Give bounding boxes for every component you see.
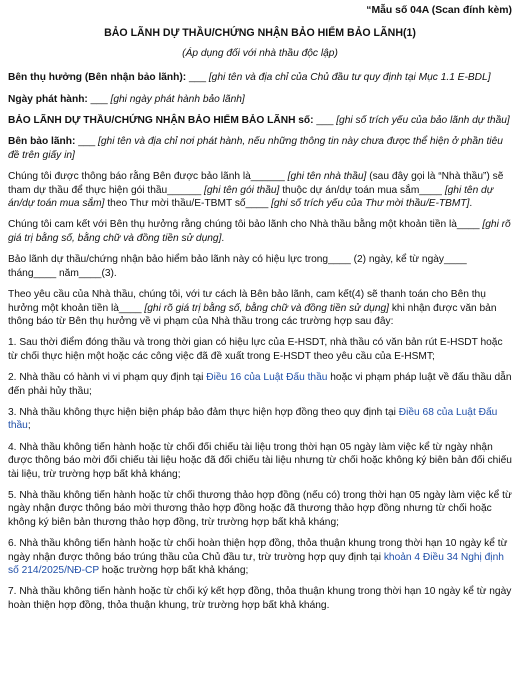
beneficiary-field (8, 71, 512, 84)
notification-text-5: . (469, 198, 473, 210)
validity-paragraph: Bảo lãnh dự thầu/chứng nhận bảo hiểm bảo lãnh này có hiệu lực trong____ (2) ngày, kể từ ngày____ tháng____ năm____(3). (8, 254, 467, 279)
issue-date-hint: [ghi ngày phát hành bảo lãnh] (110, 93, 245, 105)
condition-item-5: 5. Nhà thầu không tiến hành hoặc từ chối thương thảo hợp đồng (nếu có) trong thời hạn 05 ngày làm việc kể từ ngày nhận được thông báo mời thương thảo hợp đồng hoặc đã thương thảo hợp đồng nhưng từ chối hoặc không ký biên bản thương thảo hợp đồng, trừ trường hợp bất khả kháng; (8, 489, 512, 528)
commitment-text-1: Chúng tôi cam kết với Bên thụ hưởng rằng chúng tôi bảo lãnh cho Nhà thầu bằng một khoản tiền là____ (8, 219, 483, 231)
item-3-text-2: ; (27, 420, 31, 432)
item-6-text-2: hoặc trường hợp bất khả kháng; (99, 565, 249, 576)
beneficiary-hint: [ghi tên và địa chỉ của Chủ đầu tư quy định tại Mục 1.1 E-BDL] (208, 72, 491, 84)
guarantor-hint: [ghi tên và địa chỉ nơi phát hành, nếu những thông tin này chưa được thể hiện ở phần tiêu đề trên giấy in] (8, 136, 503, 161)
guarantee-number-label: BẢO LÃNH DỰ THẦU/CHỨNG NHẬN BẢO HIỂM BẢO LÃNH số: (8, 115, 314, 127)
condition-item-1: 1. Sau thời điểm đóng thầu và trong thời gian có hiệu lực của E-HSDT, nhà thầu có văn bản rút E-HSDT hoặc từ chối thực hiện một hoặc các công việc đã đề xuất trong E-HSDT theo yêu cầu của E-HSMT; (8, 337, 503, 362)
guarantee-number-blank: ___ (313, 115, 337, 127)
document-title: BẢO LÃNH DỰ THẦU/CHỨNG NHẬN BẢO HIỂM BẢO LÃNH(1) (104, 27, 416, 40)
payment-text-2: khi nhận được văn bản thông báo từ Bên thụ hưởng về vi phạm của Nhà thầu trong các trường hợp sau đây: (8, 302, 497, 327)
law-article-16-link[interactable]: Điều 16 của Luật Đấu thầu (206, 372, 328, 384)
package-name-hint: [ghi tên gói thầu] (204, 184, 280, 196)
issue-date-label: Ngày phát hành: (8, 93, 88, 105)
notification-paragraph (8, 170, 512, 210)
beneficiary-blank: ___ (186, 72, 209, 84)
guarantor-label: Bên bảo lãnh: (8, 136, 76, 148)
guarantee-number-field (8, 114, 512, 127)
law-article-68-link[interactable]: Điều 68 của Luật Đấu thầu (8, 406, 498, 432)
notification-text-1: Chúng tôi được thông báo rằng Bên được bảo lãnh là______ (8, 171, 288, 183)
payment-text-1: Theo yêu cầu của Nhà thầu, chúng tôi, với tư cách là Bên bảo lãnh, cam kết(4) sẽ thanh toán cho Bên thụ hưởng một khoản tiền là____ (8, 289, 486, 314)
document-subtitle: (Áp dụng đối với nhà thầu độc lập) (182, 47, 338, 59)
item-6-text-1: 6. Nhà thầu không tiến hành hoặc từ chối hoàn thiện hợp đồng, thỏa thuận khung trong thời hạn 10 ngày kể từ ngày nhận được thông báo trúng thầu của Chủ đầu tư, trừ trường hợp quy định tại (8, 538, 508, 563)
contractor-name-hint: [ghi tên nhà thầu] (287, 171, 367, 183)
notification-text-3: thuộc dự án/dự toán mua sắm____ (279, 184, 445, 196)
notification-text-2: (sau đây gọi là “Nhà thầu”) sẽ tham dự thầu để thực hiện gói thầu______ (8, 171, 504, 196)
beneficiary-label: Bên thụ hưởng (Bên nhận bảo lãnh): (8, 72, 187, 84)
form-number: “Mẫu số 04A (Scan đính kèm) (366, 5, 512, 16)
guarantor-blank: ___ (75, 136, 99, 148)
payment-paragraph (8, 288, 512, 328)
condition-item-7: 7. Nhà thầu không tiến hành hoặc từ chối ký kết hợp đồng, thỏa thuận khung trong thời hạn 10 ngày kể từ ngày hoàn thiện hợp đồng, thỏa thuận khung, trừ trường hợp bất khả kháng. (8, 586, 512, 611)
guarantee-number-hint: [ghi số trích yếu của bảo lãnh dự thầu] (336, 115, 510, 127)
item-3-text-1: 3. Nhà thầu không thực hiện biện pháp bảo đảm thực hiện hợp đồng theo quy định tại (8, 406, 399, 418)
item-2-text-2: hoặc vi phạm pháp luật về đấu thầu dẫn đến phải hủy thầu; (8, 372, 512, 397)
commitment-paragraph (8, 218, 512, 245)
condition-item-4: 4. Nhà thầu không tiến hành hoặc từ chối đối chiếu tài liệu trong thời hạn 05 ngày làm việc kể từ ngày nhận được thông báo mời đối chiếu tài liệu hoặc đã đối chiếu tài liệu nhưng từ chối hoặc không ký biên bản đối chiếu tài liệu, trừ trường hợp bất khả kháng; (8, 441, 512, 480)
condition-item-3 (8, 406, 512, 433)
project-name-hint: [ghi tên dự án/dự toán mua sắm] (8, 184, 494, 210)
condition-item-6 (8, 537, 512, 577)
amount-hint: [ghi rõ giá trị bằng số, bằng chữ và đồng tiền sử dụng] (8, 219, 511, 244)
condition-item-2 (8, 371, 512, 398)
item-2-text-1: 2. Nhà thầu có hành vi vi phạm quy định tại (8, 372, 207, 384)
payment-amount-hint: [ghi rõ giá trị bằng số, bằng chữ và đồng tiền sử dụng] (144, 302, 389, 314)
invitation-number-hint: [ghi số trích yếu của Thư mời thầu/E-TBMT] (271, 198, 470, 210)
commitment-text-2: . (221, 232, 225, 244)
decree-214-link[interactable]: khoản 4 Điều 34 Nghị định số 214/2025/NĐ-CP (8, 551, 504, 576)
notification-text-4: theo Thư mời thầu/E-TBMT số____ (104, 198, 272, 210)
issue-date-blank: ___ (87, 93, 111, 105)
issue-date-field (8, 93, 512, 106)
guarantor-field (8, 135, 512, 162)
